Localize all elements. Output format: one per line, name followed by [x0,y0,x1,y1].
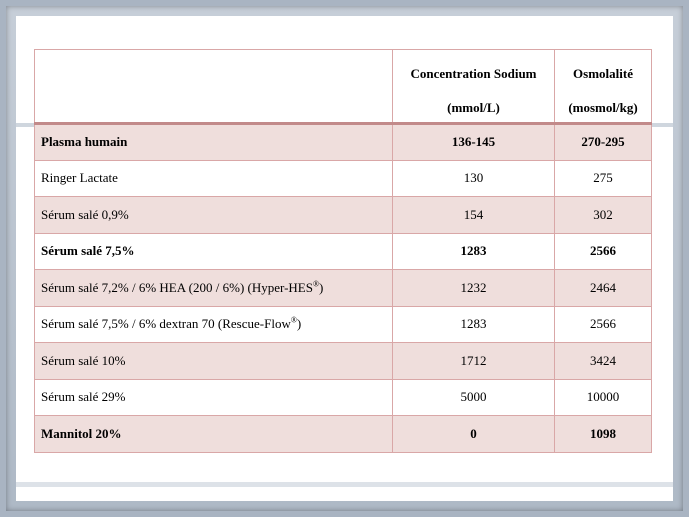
row-label: Mannitol 20% [35,416,393,453]
table-row [35,270,652,307]
table-header-row [35,50,652,124]
header-osmolalite [555,50,652,124]
header-sodium-title: Concentration Sodium [410,66,537,81]
table-row [35,197,652,234]
row-osmolalite: 2566 [555,233,652,270]
row-sodium: 1283 [393,233,555,270]
header-osmolalite-title: Osmolalité [573,66,633,81]
row-sodium: 0 [393,416,555,453]
row-osmolalite: 270-295 [555,124,652,161]
row-label: Sérum salé 7,2% / 6% HEA (200 / 6%) (Hyper-HES®) [35,270,393,307]
row-osmolalite: 275 [555,160,652,197]
row-sodium: 1712 [393,343,555,380]
header-empty-cell [35,50,393,124]
row-sodium: 1232 [393,270,555,307]
header-sodium [393,50,555,124]
row-sodium: 5000 [393,379,555,416]
row-sodium: 136-145 [393,124,555,161]
table-row [35,160,652,197]
table-row [35,233,652,270]
row-osmolalite: 2464 [555,270,652,307]
row-label: Plasma humain [35,124,393,161]
sodium-osmolality-table [34,49,652,453]
row-osmolalite: 302 [555,197,652,234]
row-label: Sérum salé 29% [35,379,393,416]
row-osmolalite: 1098 [555,416,652,453]
table-row [35,124,652,161]
row-osmolalite: 3424 [555,343,652,380]
header-sodium-unit: (mmol/L) [447,100,500,115]
header-osmolalite-unit: (mosmol/kg) [568,100,638,115]
row-label: Ringer Lactate [35,160,393,197]
decorative-rule-bottom [16,482,673,487]
row-osmolalite: 2566 [555,306,652,343]
row-sodium: 1283 [393,306,555,343]
row-label: Sérum salé 7,5% [35,233,393,270]
row-sodium: 154 [393,197,555,234]
row-label: Sérum salé 10% [35,343,393,380]
table-row [35,416,652,453]
table-row [35,343,652,380]
row-label: Sérum salé 0,9% [35,197,393,234]
table-row [35,306,652,343]
table-row [35,379,652,416]
row-sodium: 130 [393,160,555,197]
row-osmolalite: 10000 [555,379,652,416]
row-label: Sérum salé 7,5% / 6% dextran 70 (Rescue-Flow®) [35,306,393,343]
